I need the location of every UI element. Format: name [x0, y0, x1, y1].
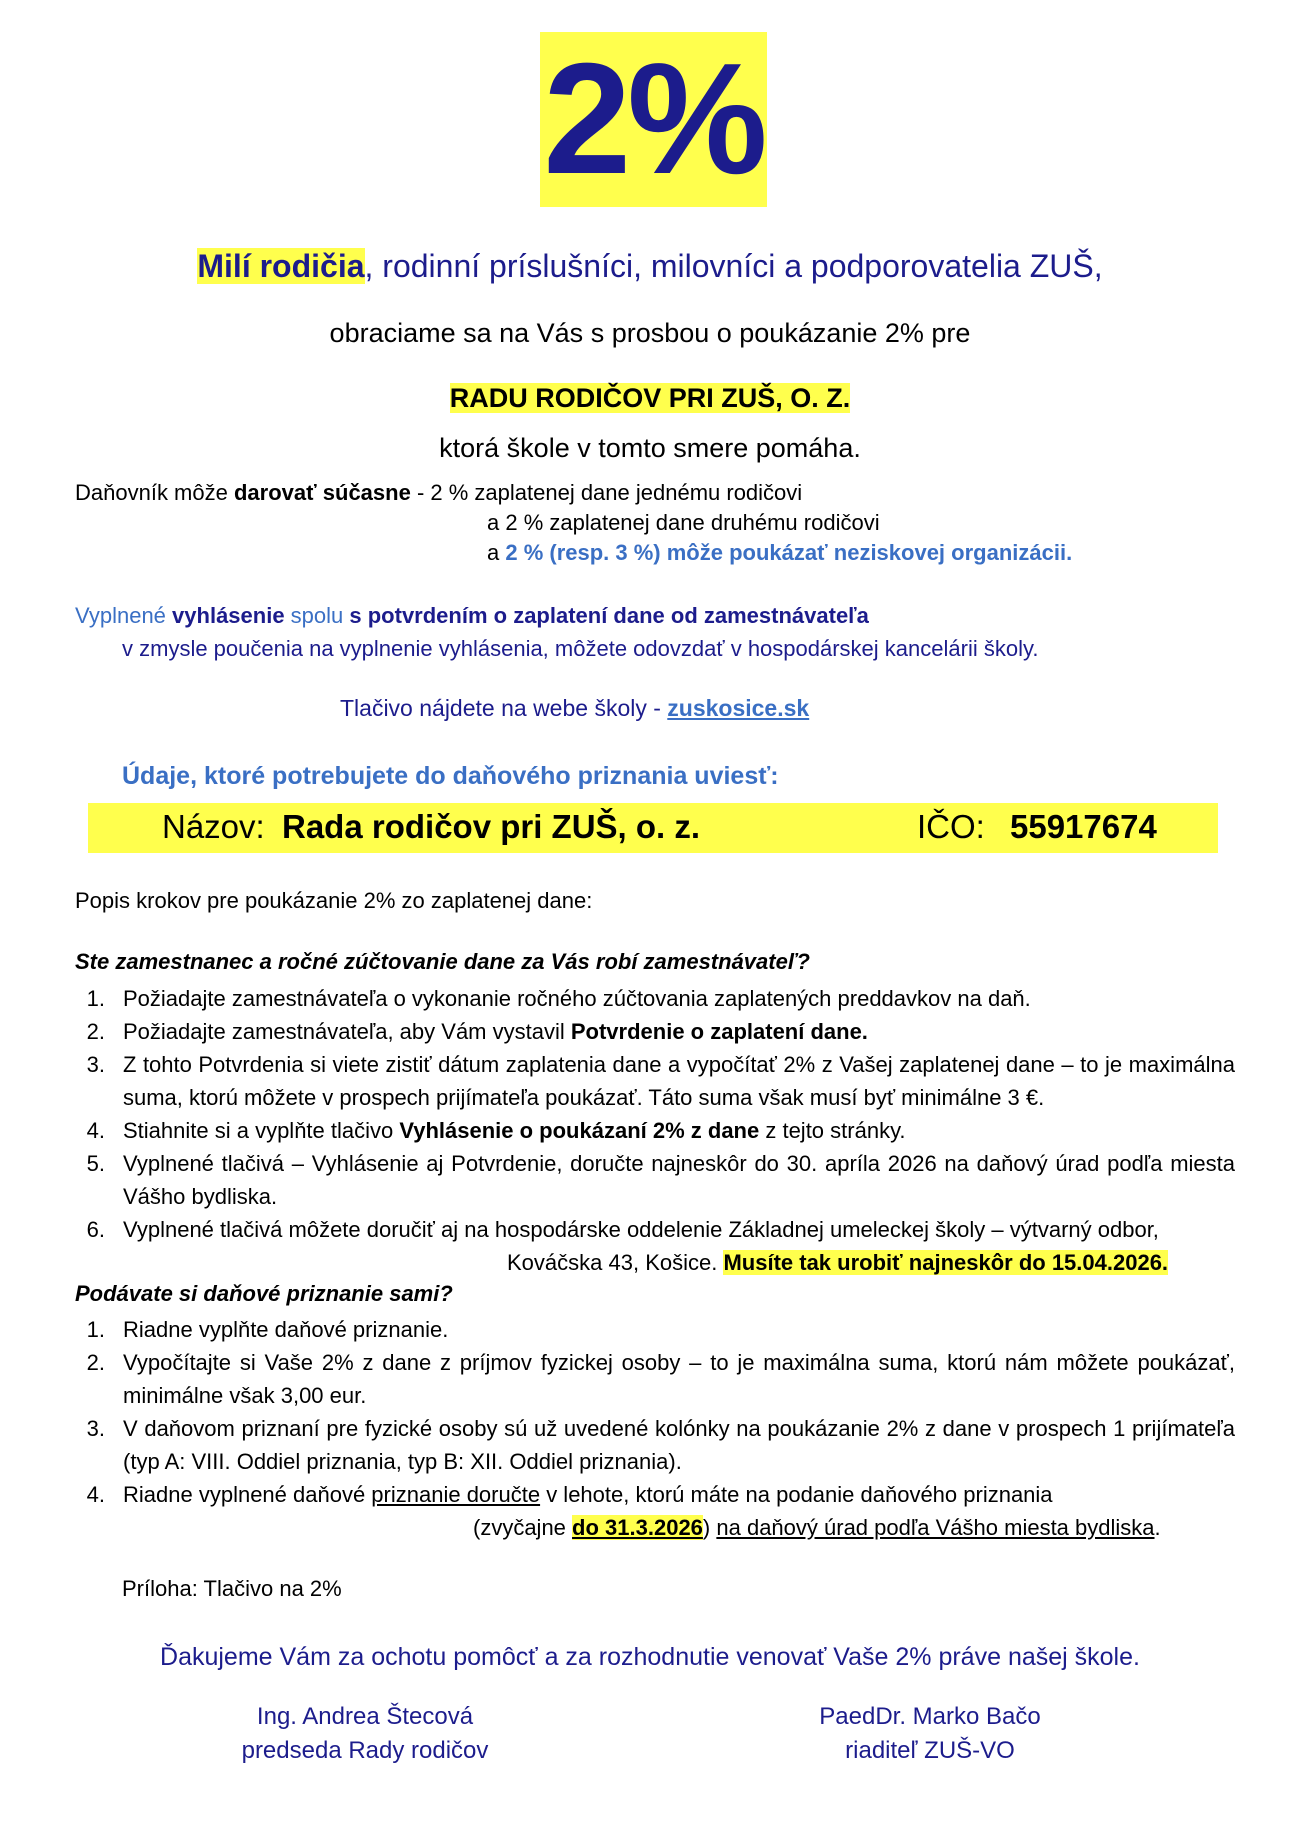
list-item-text: Požiadajte zamestnávateľa, aby Vám vystavil Potvrdenie o zaplatení dane. [123, 1019, 868, 1044]
signature-name: PaedDr. Marko Bačo [819, 1703, 1041, 1730]
list-item-text: Stiahnite si a vyplňte tlačivo Vyhlásenie o poukázaní 2% z dane z tejto stránky. [123, 1118, 906, 1143]
signature-role: riaditeľ ZUŠ-VO [845, 1737, 1015, 1764]
donation-line3-prefix: a [487, 540, 506, 565]
org-name-value: Rada rodičov pri ZUŠ, o. z. [282, 808, 701, 845]
donation-line-1 [75, 480, 802, 506]
donation-prefix: Daňovník môže [75, 480, 234, 505]
list-item [75, 1048, 1235, 1114]
form-prefix: Tlačivo nájdete na webe školy - [340, 695, 668, 721]
donation-line-3 [487, 540, 1072, 566]
filing-p4: s potvrdením o zaplatení dane od zamestnávateľa [349, 603, 869, 628]
deadline-highlight: Musíte tak urobiť najneskôr do 15.04.2026. [723, 1250, 1169, 1275]
date-highlight: do 31.3.2026 [572, 1515, 703, 1540]
list-item-num: 3. [86, 1416, 105, 1441]
list-item [75, 1313, 1235, 1346]
signature-chair [215, 1700, 515, 1768]
list-item-text-line2: (zvyčajne do 31.3.2026) na daňový úrad podľa Vášho miesta bydliska. [473, 1515, 1161, 1540]
list-item [75, 1213, 1235, 1279]
list-item-num: 5. [86, 1151, 105, 1176]
list-item [75, 1015, 1235, 1048]
list-item-num: 4. [86, 1482, 105, 1507]
list-item-num: 2. [86, 1019, 105, 1044]
form-line [340, 695, 809, 722]
list-item [75, 1114, 1235, 1147]
list-item-text: Riadne vyplňte daňové priznanie. [123, 1317, 449, 1342]
helps-text: ktorá škole v tomto smere pomáha. [439, 433, 861, 463]
signature-director [780, 1700, 1080, 1768]
list-item-num: 2. [86, 1350, 105, 1375]
ico-value: 55917674 [1010, 808, 1157, 845]
list-item [75, 1346, 1235, 1412]
list-item-text: Vyplnené tlačivá – Vyhlásenie aj Potvrdenie, doručte najneskôr do 30. apríla 2026 na daňový úrad podľa miesta Vášho bydliska. [123, 1151, 1235, 1209]
donation-rest: - 2 % zaplatenej dane jednému rodičovi [410, 480, 803, 505]
list-item-num: 1. [86, 986, 105, 1011]
greeting-end: , [1093, 248, 1103, 284]
list-item-text: Vypočítajte si Vaše 2% z dane z príjmov fyzickej osoby – to je maximálna suma, ktorú nám môžete poukázať, minimálne však 3,00 eur. [123, 1350, 1235, 1408]
filing-line-2: v zmysle poučenia na vyplnenie vyhlásenia, môžete odovzdať v hospodárskej kancelárii školy. [122, 636, 1039, 661]
ico-label: IČO: [917, 808, 985, 845]
list-item-num: 4. [86, 1118, 105, 1143]
donation-bold: darovať súčasne [233, 480, 411, 505]
list-item-text: Vyplnené tlačivá môžete doručiť aj na hospodárske oddelenie Základnej umeleckej školy – výtvarný odbor, [123, 1217, 1159, 1242]
org-data-heading: Údaje, ktoré potrebujete do daňového priznania uviesť: [122, 762, 779, 790]
filing-p2: vyhlásenie [172, 603, 285, 628]
attachment-note: Príloha: Tlačivo na 2% [122, 1576, 342, 1601]
thanks-text: Ďakujeme Vám za ochotu pomôcť a za rozhodnutie venovať Vaše 2% práve našej škole. [160, 1643, 1140, 1671]
form-link[interactable]: zuskosice.sk [667, 695, 810, 721]
list-item-text-line2: Kováčska 43, Košice. Musíte tak urobiť najneskôr do 15.04.2026. [507, 1250, 1169, 1275]
list-item-num: 6. [86, 1217, 105, 1242]
list-item-text: Riadne vyplnené daňové priznanie doručte v lehote, ktorú máte na podanie daňového priznania [123, 1482, 1053, 1507]
list-item [75, 982, 1235, 1015]
donation-line3-blue: 2 % (resp. 3 %) môže poukázať neziskovej organizácii. [505, 540, 1073, 565]
filing-p1: Vyplnené [75, 603, 173, 628]
self-filing-heading: Podávate si daňové priznanie sami? [75, 1281, 453, 1306]
donation-line-2: a 2 % zaplatenej dane druhému rodičovi [487, 510, 880, 535]
filing-p3: spolu [284, 603, 350, 628]
filing-line-1 [75, 603, 869, 629]
appeal-text: obraciame sa na Vás s prosbou o poukázanie 2% pre [329, 318, 971, 348]
list-item [75, 1147, 1235, 1213]
signature-name: Ing. Andrea Štecová [256, 1703, 474, 1730]
org-name-upper [0, 383, 1300, 414]
list-item [75, 1412, 1235, 1478]
org-name-upper-text: RADU RODIČOV PRI ZUŠ, O. Z. [449, 383, 851, 413]
big-title: 2% [540, 32, 767, 207]
list-item-text: V daňovom priznaní pre fyzické osoby sú už uvedené kolónky na poukázanie 2% z dane v prospech 1 prijímateľa (typ A: VIII. Oddiel priznania, typ B: XII. Oddiel priznania). [123, 1416, 1235, 1474]
org-name-label: Názov: [162, 808, 265, 845]
list-item-num: 1. [86, 1317, 105, 1342]
employee-heading: Ste zamestnanec a ročné zúčtovanie dane za Vás robí zamestnávateľ? [75, 949, 810, 974]
list-item-num: 3. [86, 1052, 105, 1077]
list-item [75, 1478, 1235, 1544]
signature-role: predseda Rady rodičov [241, 1737, 489, 1764]
greeting [0, 248, 1300, 285]
greeting-highlight: Milí rodičia [197, 248, 365, 284]
list-item-text: Z tohto Potvrdenia si viete zistiť dátum zaplatenia dane a vypočítať 2% z Vašej zaplatenej dane – to je maximálna suma, ktorú môžete v prospech prijímateľa poukázať. Táto suma však musí byť minimálne 3 €. [123, 1052, 1235, 1110]
steps-heading: Popis krokov pre poukázanie 2% zo zaplatenej dane: [75, 888, 593, 913]
list-item-text: Požiadajte zamestnávateľa o vykonanie ročného zúčtovania zaplatených preddavkov na daň. [123, 986, 1031, 1011]
greeting-rest: , rodinní príslušníci, milovníci a podporovatelia ZUŠ [364, 248, 1094, 284]
